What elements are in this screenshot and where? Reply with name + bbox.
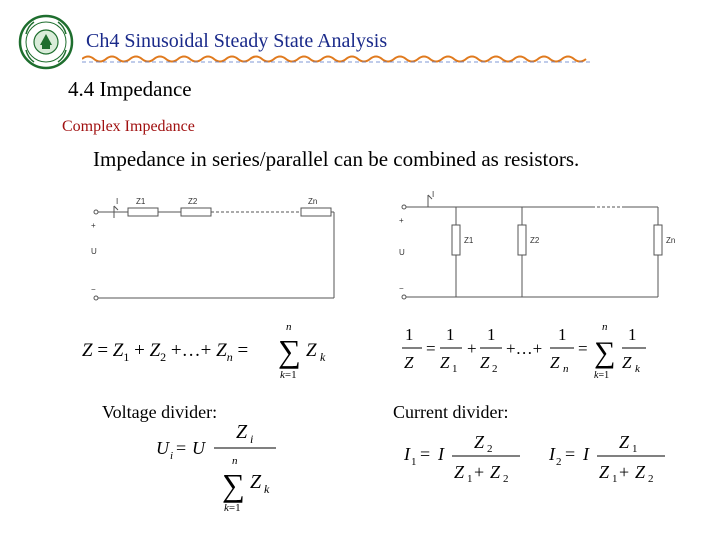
svg-text:k=1: k=1 [224,502,241,514]
parallel-plus-sign: + [399,216,404,225]
series-voltage-label: U [91,247,97,256]
svg-text:n: n [232,455,238,467]
svg-text:Z: Z [622,353,632,372]
svg-text:Z: Z [236,421,248,443]
svg-text:=: = [420,444,431,464]
svg-text:=: = [426,339,436,358]
svg-text:=: = [176,438,187,458]
svg-text:1: 1 [467,473,473,485]
parallel-current-label: I [432,190,435,199]
svg-text:Z: Z [490,462,501,482]
svg-text:Z: Z [474,432,485,452]
svg-text:1: 1 [446,325,455,344]
svg-text:k=1: k=1 [594,370,610,381]
svg-text:i: i [170,450,174,462]
svg-text:I: I [583,444,589,464]
parallel-z1-label: Z1 [464,236,474,245]
svg-text:Z: Z [599,462,610,482]
svg-text:Z: Z [440,353,450,372]
subsection-title: Complex Impedance [62,118,195,135]
svg-text:Z = Z1 + Z2 +…+ Zn =: $Z = Z_1 + Z_2$ +…+ $Z_n$ = [82,340,249,364]
svg-text:Z: Z [635,462,646,482]
series-z2-label: Z2 [188,197,198,206]
current-divider-label: Current divider: [393,402,509,422]
current-divider-formula-1 [400,428,535,488]
svg-text:k: k [635,363,640,375]
svg-text:2: 2 [487,443,493,455]
svg-text:n: n [602,321,608,333]
parallel-circuit-diagram [392,183,682,308]
svg-text:Z: Z [250,471,262,493]
svg-text:2: 2 [648,473,654,485]
svg-text:Z: Z [306,340,317,361]
svg-text:U: U [192,438,205,458]
svg-text:I: I [549,444,555,464]
parallel-zn-label: Zn [666,236,676,245]
parallel-impedance-formula [400,318,660,382]
svg-text:Z: Z [404,353,414,372]
svg-text:U: U [156,438,169,458]
svg-text:2: 2 [556,456,562,468]
svg-text:1: 1 [487,325,496,344]
svg-text:1: 1 [632,443,638,455]
svg-text:1: 1 [612,473,618,485]
header-decorative-rule [82,52,592,66]
series-minus-sign: − [91,285,96,294]
intro-text: Impedance in series/parallel can be combined as resistors. [93,147,580,171]
page-title: Ch4 Sinusoidal Steady State Analysis [86,30,388,52]
current-divider-formula-2 [545,428,680,488]
svg-text:∑: ∑ [594,336,616,369]
svg-text:2: 2 [503,473,509,485]
series-zn-label: Zn [308,197,318,206]
series-circuit-diagram [86,188,346,308]
series-plus-sign: + [91,221,96,230]
svg-text:n: n [563,363,569,375]
svg-text:k: k [264,482,270,496]
section-title: 4.4 Impedance [68,77,192,101]
parallel-voltage-label: U [399,248,405,257]
svg-text:+: + [474,462,485,482]
svg-text:1: 1 [411,456,417,468]
svg-text:1: 1 [452,363,458,375]
parallel-minus-sign: − [399,284,404,293]
svg-text:k: k [320,350,326,364]
voltage-divider-label: Voltage divider: [102,402,218,422]
svg-text:Z: Z [619,432,630,452]
svg-text:+…+: +…+ [506,339,543,358]
series-z1-label: Z1 [136,197,146,206]
svg-text:Z: Z [454,462,465,482]
series-impedance-formula [78,318,358,382]
svg-text:+: + [467,339,477,358]
svg-text:∑: ∑ [222,467,245,503]
svg-text:∑: ∑ [278,333,301,369]
parallel-z2-label: Z2 [530,236,540,245]
svg-text:I: I [404,444,410,464]
svg-text:+: + [619,462,630,482]
svg-text:=: = [565,444,576,464]
svg-text:1: 1 [558,325,567,344]
svg-text:n: n [286,321,292,333]
svg-text:i: i [250,432,254,446]
svg-text:=: = [578,339,588,358]
university-seal-icon [18,14,74,70]
svg-text:Z: Z [480,353,490,372]
svg-text:1: 1 [405,325,414,344]
svg-text:k=1: k=1 [280,369,297,381]
series-current-label: I [116,197,119,206]
svg-text:Z: Z [550,353,560,372]
svg-text:I: I [438,444,444,464]
svg-text:2: 2 [492,363,498,375]
voltage-divider-formula [152,418,282,514]
svg-text:1: 1 [628,325,637,344]
